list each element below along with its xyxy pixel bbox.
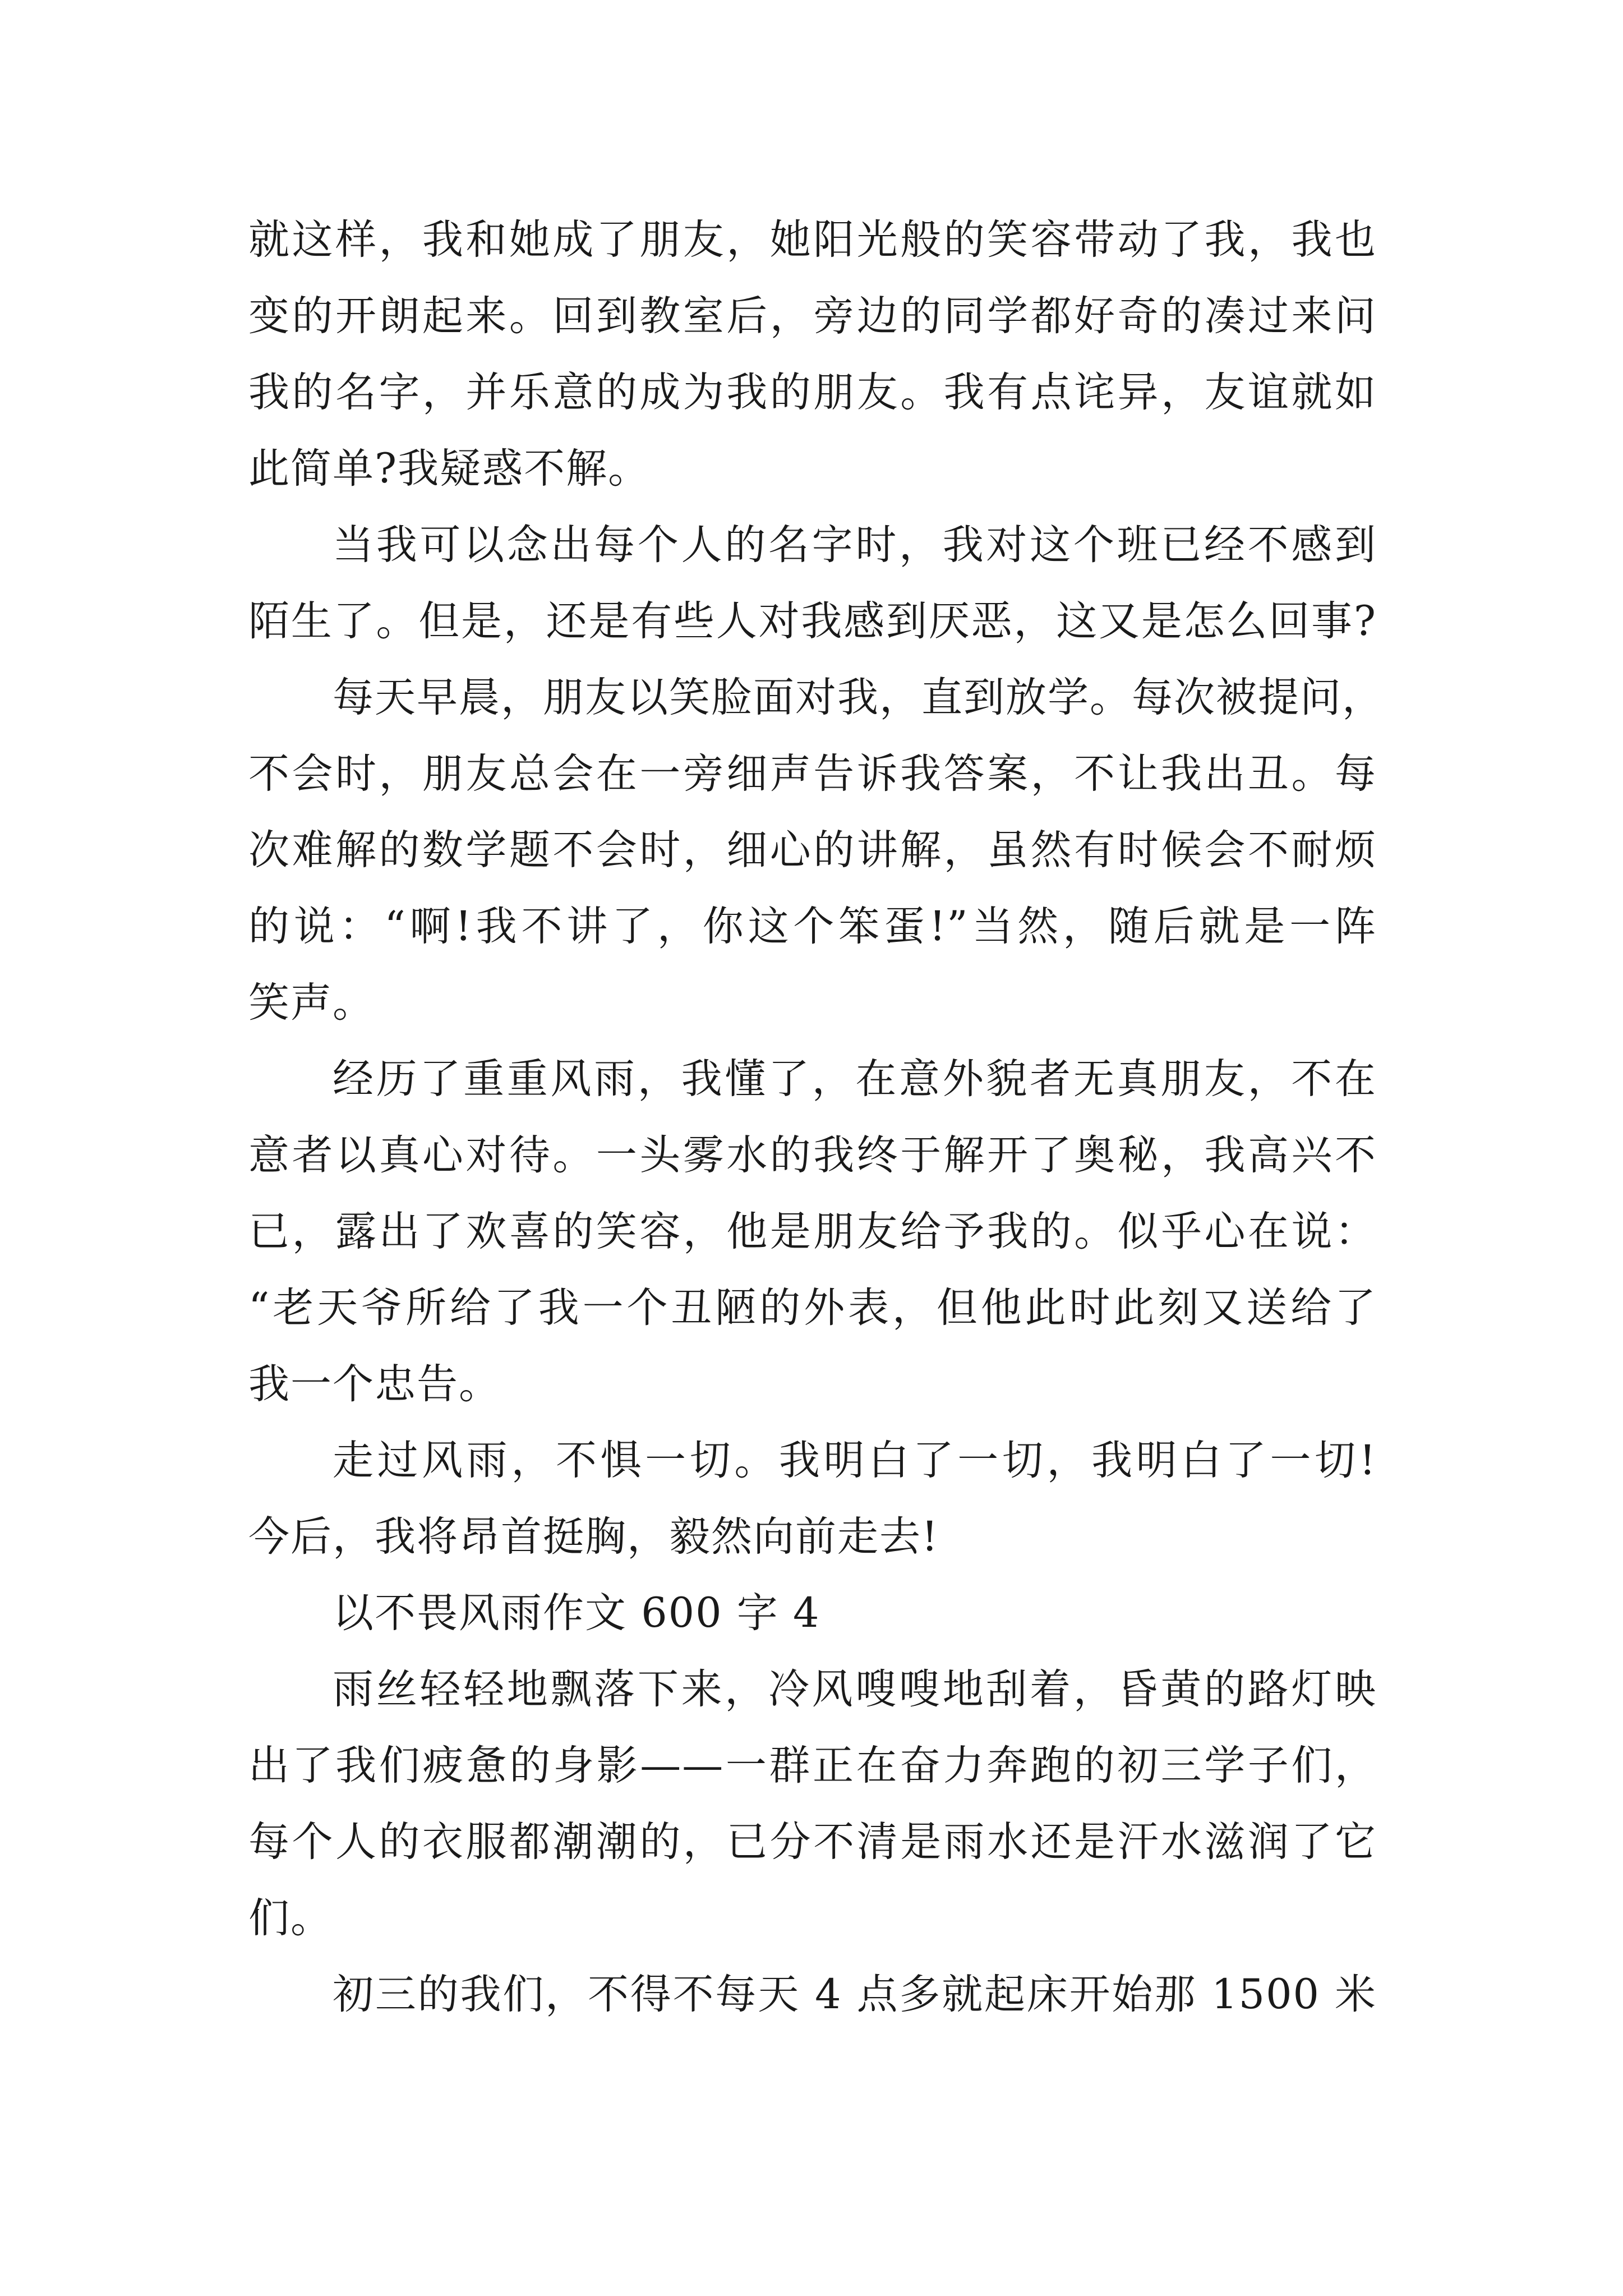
paragraph-start-line: 经历了重重风雨，我懂了，在意外貌者无真朋友，不在 <box>333 1055 1377 1103</box>
text-line: 笑声。 <box>248 979 375 1027</box>
paragraph-start-line: 走过风雨，不惧一切。我明白了一切，我明白了一切! <box>333 1437 1377 1484</box>
text-line: 我一个忠告。 <box>248 1360 501 1408</box>
section-heading: 以不畏风雨作文 600 字 4 <box>333 1589 820 1637</box>
text-line: 意者以真心对待。一头雾水的我终于解开了奥秘，我高兴不 <box>248 1131 1377 1179</box>
text-line: 次难解的数学题不会时，细心的讲解，虽然有时候会不耐烦 <box>248 826 1377 874</box>
text-line: 我的名字，并乐意的成为我的朋友。我有点诧异，友谊就如 <box>248 369 1377 416</box>
text-line: 变的开朗起来。回到教室后，旁边的同学都好奇的凑过来问 <box>248 292 1377 340</box>
text-line: 们。 <box>248 1894 333 1942</box>
text-line: “老天爷所给了我一个丑陋的外表，但他此时此刻又送给了 <box>248 1284 1377 1332</box>
essay-body <box>248 202 1384 2033</box>
paragraph-start-line: 初三的我们，不得不每天 4 点多就起床开始那 1500 米 <box>333 1971 1377 2018</box>
text-line: 的说：“啊!我不讲了，你这个笨蛋!”当然，随后就是一阵 <box>248 903 1377 950</box>
text-line: 陌生了。但是，还是有些人对我感到厌恶，这又是怎么回事? <box>248 597 1377 645</box>
text-line: 不会时，朋友总会在一旁细声告诉我答案，不让我出丑。每 <box>248 750 1377 798</box>
paragraph-start-line: 每天早晨，朋友以笑脸面对我，直到放学。每次被提问， <box>333 674 1384 721</box>
text-line: 今后，我将昂首挺胸，毅然向前走去! <box>248 1513 939 1561</box>
text-line: 此简单?我疑惑不解。 <box>248 445 651 493</box>
paragraph-start-line: 雨丝轻轻地飘落下来，冷风嗖嗖地刮着，昏黄的路灯映 <box>333 1665 1377 1713</box>
text-line: 已，露出了欢喜的笑容，他是朋友给予我的。似乎心在说： <box>248 1208 1377 1255</box>
text-line: 出了我们疲惫的身影——一群正在奋力奔跑的初三学子们， <box>248 1742 1377 1789</box>
text-line: 每个人的衣服都潮潮的，已分不清是雨水还是汗水滋润了它 <box>248 1818 1377 1866</box>
paragraph-start-line: 当我可以念出每个人的名字时，我对这个班已经不感到 <box>333 521 1377 569</box>
text-line: 就这样，我和她成了朋友，她阳光般的笑容带动了我，我也 <box>248 216 1377 264</box>
